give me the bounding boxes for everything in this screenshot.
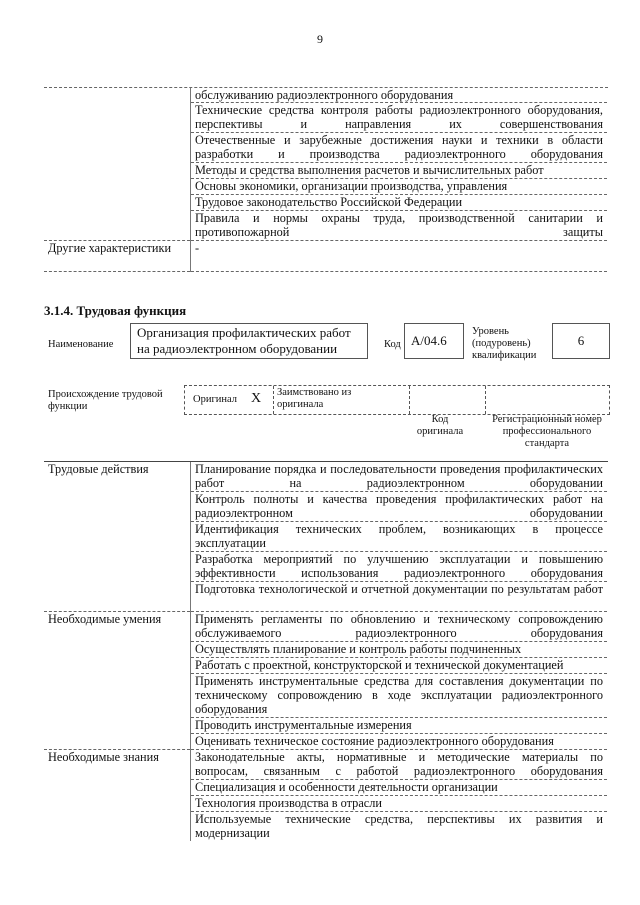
level-label: Уровень (подуровень) квалификации	[472, 326, 537, 361]
code-value-box	[404, 323, 464, 359]
table-cell: Применять инструментальные средства для составления документации по техническому сопровождению в ходе эксплуатации радиоэлектронного оборудования	[191, 674, 608, 718]
table-row	[44, 462, 607, 492]
table-cell: Оценивать техническое состояние радиоэлектронного оборудования	[191, 734, 608, 750]
reg-number-label: Регистрационный номер профессионального стандарта	[492, 414, 602, 449]
name-value: Организация профилактических работ на радиоэлектронном оборудовании	[137, 325, 351, 356]
main-table	[44, 462, 607, 841]
top-table	[44, 88, 607, 272]
table-cell: Планирование порядка и последовательности проведения профилактических работ на радиоэлектронном оборудовании	[191, 462, 608, 492]
origin-label: Происхождение трудовой функции	[48, 389, 163, 412]
row-label: Другие характеристики	[44, 241, 191, 272]
table-cell: Контроль полноты и качества проведения профилактических работ на радиоэлектронном оборудовании	[191, 492, 608, 522]
table-cell: Осуществлять планирование и контроль работы подчиненных	[191, 642, 608, 658]
row-label: Трудовые действия	[44, 462, 191, 612]
level-value: 6	[577, 333, 585, 348]
table-cell: Законодательные акты, нормативные и методические материалы по вопросам, связанным с работой радиоэлектронного оборудования	[191, 750, 608, 780]
table-cell: Применять регламенты по обновлению и техническому сопровождению обслуживаемого радиоэлектронного оборудования	[191, 612, 608, 642]
borrowed-label: Заимствовано из оригинала	[277, 387, 352, 410]
table-cell: Технология производства в отрасли	[191, 796, 608, 812]
table-cell: Трудовое законодательство Российской Федерации	[191, 195, 608, 211]
table-cell: -	[191, 241, 608, 272]
name-label: Наименование	[48, 339, 114, 350]
level-value-box	[552, 323, 610, 359]
table-cell: Отечественные и зарубежные достижения науки и техники в области разработки и производства радиоэлектронного оборудования	[191, 133, 608, 163]
table-row	[44, 241, 607, 272]
page-number: 9	[317, 32, 323, 46]
name-value-box	[130, 323, 368, 359]
code-value: A/04.6	[411, 333, 447, 348]
table-cell: Работать с проектной, конструкторской и технической документацией	[191, 658, 608, 674]
table-cell: Подготовка технологической и отчетной документации по результатам работ	[191, 582, 608, 612]
table-cell: Используемые технические средства, перспективы их развития и модернизации	[191, 812, 608, 842]
table-cell: обслуживанию радиоэлектронного оборудования	[191, 88, 608, 103]
table-cell: Специализация и особенности деятельности организации	[191, 780, 608, 796]
code-label: Код	[384, 339, 401, 350]
table-cell: Идентификация технических проблем, возникающих в процессе эксплуатации	[191, 522, 608, 552]
origin-box	[184, 385, 610, 415]
table-cell: Разработка мероприятий по улучшению эксплуатации и повышению эффективности использования радиоэлектронного оборудования	[191, 552, 608, 582]
code-original-label: Код оригинала	[416, 414, 464, 437]
original-mark: X	[251, 391, 262, 406]
table-cell: Технические средства контроля работы радиоэлектронного оборудования, перспективы и направления их совершенствования	[191, 103, 608, 133]
row-label: Необходимые умения	[44, 612, 191, 750]
table-cell: Правила и нормы охраны труда, производственной санитарии и противопожарной защиты	[191, 211, 608, 241]
table-cell: Проводить инструментальные измерения	[191, 718, 608, 734]
table-cell: Основы экономики, организации производства, управления	[191, 179, 608, 195]
table-row	[44, 88, 607, 103]
original-label: Оригинал	[193, 394, 237, 405]
section-title: 3.1.4. Трудовая функция	[44, 303, 187, 318]
row-label: Необходимые знания	[44, 750, 191, 842]
table-row	[44, 750, 607, 780]
table-row	[44, 612, 607, 642]
table-cell: Методы и средства выполнения расчетов и вычислительных работ	[191, 163, 608, 179]
